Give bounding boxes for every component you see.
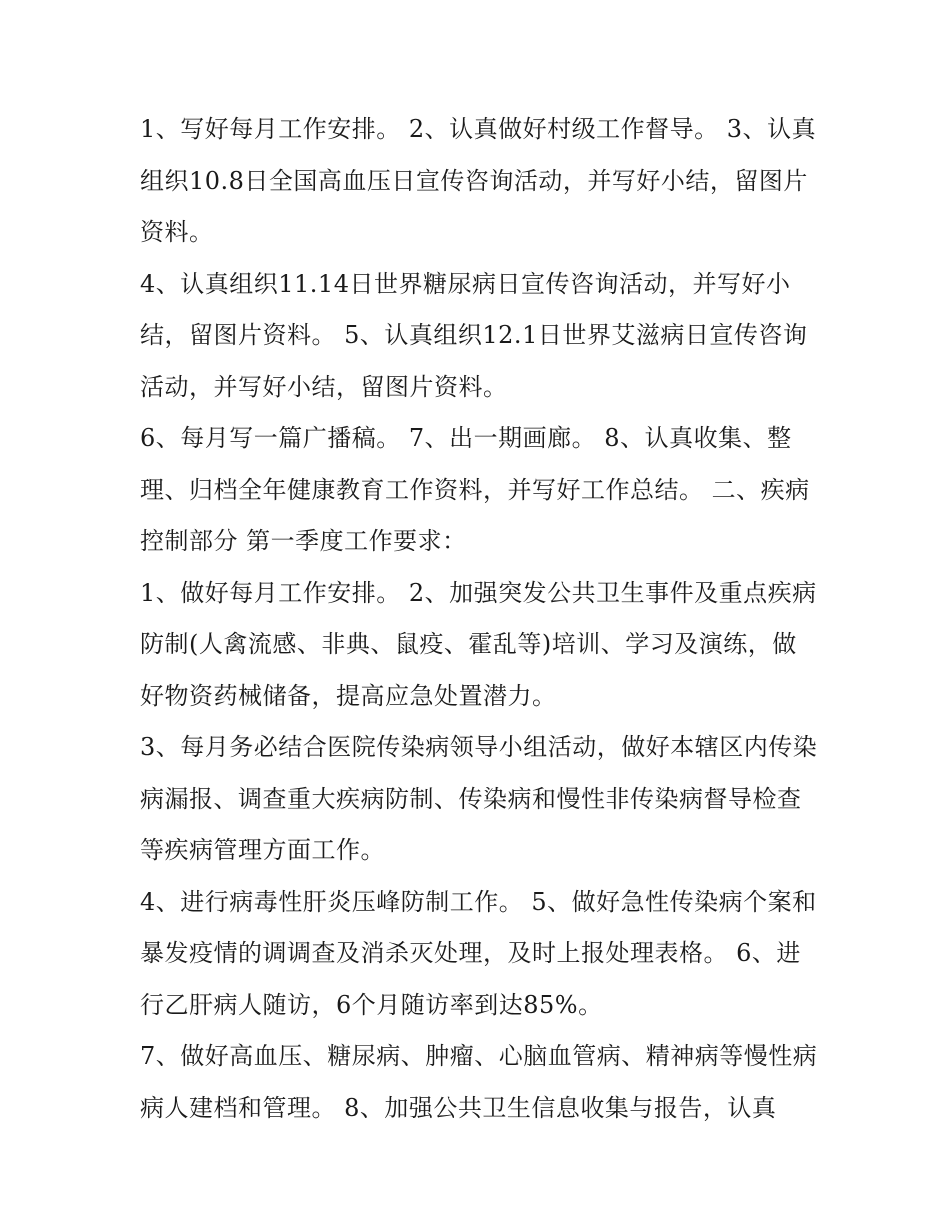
paragraph-5: 3、每月务必结合医院传染病领导小组活动，做好本辖区内传染病漏报、调查重大疾病防制、传染病和慢性非传染病督导检查等疾病管理方面工作。 — [140, 733, 818, 864]
paragraph-3: 6、每月写一篇广播稿。 7、出一期画廊。 8、认真收集、整理、归档全年健康教育工作资料，并写好工作总结。 二、疾病控制部分 第一季度工作要求： — [140, 424, 810, 555]
paragraph-7: 7、做好高血压、糖尿病、肿瘤、心脑血管病、精神病等慢性病病人建档和管理。 8、加强公共卫生信息收集与报告，认真 — [140, 1042, 818, 1122]
document-body — [140, 104, 820, 1134]
paragraph-6: 4、进行病毒性肝炎压峰防制工作。 5、做好急性传染病个案和暴发疫情的调调查及消杀灭处理，及时上报处理表格。 6、进行乙肝病人随访，6个月随访率到达85%。 — [140, 887, 817, 1019]
paragraph-2: 4、认真组织11.14日世界糖尿病日宣传咨询活动，并写好小结，留图片资料。 5、认真组织12.1日世界艾滋病日宣传咨询活动，并写好小结，留图片资料。 — [140, 269, 808, 401]
paragraph-1: 1、写好每月工作安排。 2、认真做好村级工作督导。 3、认真组织10.8日全国高血压日宣传咨询活动，并写好小结，留图片资料。 — [140, 115, 817, 246]
paragraph-4: 1、做好每月工作安排。 2、加强突发公共卫生事件及重点疾病防制(人禽流感、非典、鼠疫、霍乱等)培训、学习及演练，做好物资药械储备，提高应急处置潜力。 — [140, 578, 817, 710]
